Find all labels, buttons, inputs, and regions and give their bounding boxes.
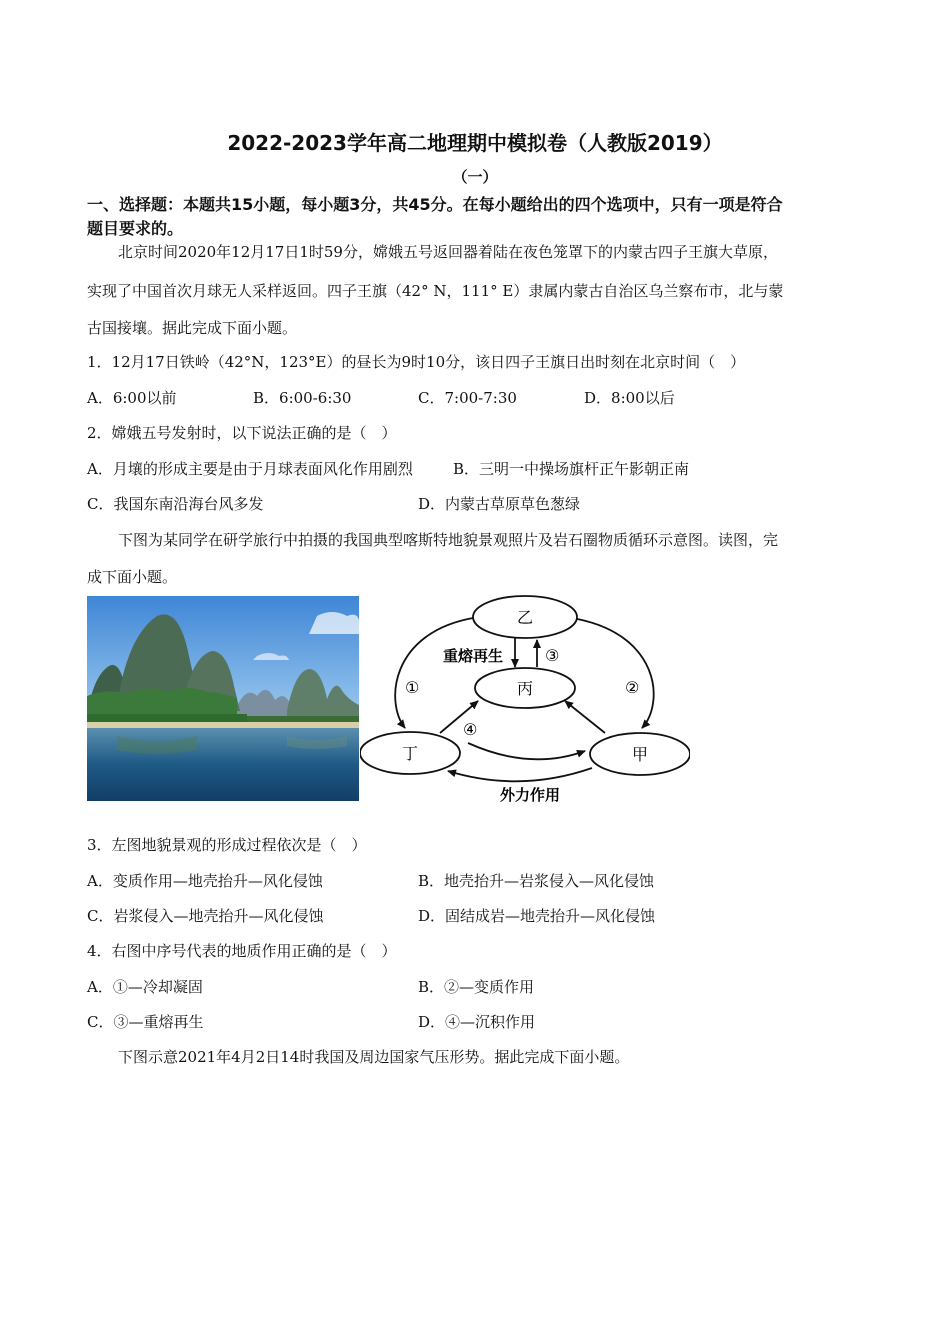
question-2-option-a: A．月壤的形成主要是由于月球表面风化作用剧烈 bbox=[87, 460, 413, 478]
question-1-option-b: B．6:00-6:30 bbox=[253, 389, 352, 407]
arrow-external-force bbox=[448, 768, 592, 781]
passage1-line1: 北京时间2020年12月17日1时59分，嫦娥五号返回器着陆在夜色笼罩下的内蒙古四子王旗大草原， bbox=[118, 243, 778, 261]
question-1-stem: 1．12月17日铁岭（42°N，123°E）的昼长为9时10分，该日四子王旗日出时刻在北京时间（ ） bbox=[87, 353, 746, 371]
label-remelt: 重熔再生 bbox=[443, 647, 504, 665]
passage1-line2: 实现了中国首次月球无人采样返回。四子王旗（42° N，111° E）隶属内蒙古自治区乌兰察布市，北与蒙 bbox=[87, 282, 784, 300]
label-num-1: ① bbox=[405, 678, 420, 697]
page-title: 2022-2023学年高二地理期中模拟卷（人教版2019） bbox=[227, 131, 723, 155]
question-4-option-c: C．③—重熔再生 bbox=[87, 1013, 204, 1031]
question-3-option-c: C．岩浆侵入—地壳抬升—风化侵蚀 bbox=[87, 907, 324, 925]
question-3-stem: 3．左图地貌景观的形成过程依次是（ ） bbox=[87, 836, 367, 854]
karst-landscape-photo bbox=[87, 596, 359, 801]
node-ding-label: 丁 bbox=[401, 744, 419, 763]
arrow-jia-to-bing bbox=[565, 701, 605, 733]
label-num-2: ② bbox=[625, 678, 640, 697]
question-1-option-a: A．6:00以前 bbox=[87, 389, 177, 407]
arrow-1 bbox=[395, 618, 473, 728]
arrow-ding-to-jia bbox=[468, 743, 585, 759]
question-1-option-d: D．8:00以后 bbox=[584, 389, 675, 407]
question-4-option-d: D．④—沉积作用 bbox=[418, 1013, 536, 1031]
passage1-line3: 古国接壤。据此完成下面小题。 bbox=[87, 319, 298, 337]
question-4-option-a: A．①—冷却凝固 bbox=[87, 978, 203, 996]
question-3-option-b: B．地壳抬升—岩浆侵入—风化侵蚀 bbox=[418, 872, 655, 890]
passage2-line1: 下图为某同学在研学旅行中拍摄的我国典型喀斯特地貌景观照片及岩石圈物质循环示意图。读图，完 bbox=[118, 531, 779, 549]
question-2-option-b: B．三明一中操场旗杆正午影朝正南 bbox=[453, 460, 690, 478]
section-heading: 一、选择题：本题共15小题，每小题3分，共45分。在每小题给出的四个选项中，只有一项是符合 bbox=[87, 195, 783, 214]
label-external-force: 外力作用 bbox=[500, 786, 561, 804]
node-yi-label: 乙 bbox=[516, 608, 534, 627]
passage2-line2: 成下面小题。 bbox=[87, 568, 178, 586]
rock-cycle-diagram bbox=[360, 593, 690, 808]
passage3-line1: 下图示意2021年4月2日14时我国及周边国家气压形势。据此完成下面小题。 bbox=[118, 1048, 630, 1066]
question-1-option-c: C．7:00-7:30 bbox=[418, 389, 517, 407]
node-bing-label: 丙 bbox=[516, 679, 534, 698]
question-3-option-a: A．变质作用—地壳抬升—风化侵蚀 bbox=[87, 872, 323, 890]
question-4-stem: 4．右图中序号代表的地质作用正确的是（ ） bbox=[87, 942, 397, 960]
section-heading-cont: 题目要求的。 bbox=[87, 219, 184, 238]
arrow-2 bbox=[572, 618, 654, 728]
label-num-4: ④ bbox=[463, 720, 478, 739]
question-4-option-b: B．②—变质作用 bbox=[418, 978, 535, 996]
label-num-3: ③ bbox=[545, 646, 560, 665]
question-3-option-d: D．固结成岩—地壳抬升—风化侵蚀 bbox=[418, 907, 656, 925]
question-2-stem: 2．嫦娥五号发射时，以下说法正确的是（ ） bbox=[87, 424, 397, 442]
question-2-option-c: C．我国东南沿海台风多发 bbox=[87, 495, 264, 513]
page-subtitle: （一） bbox=[452, 168, 498, 186]
node-jia-label: 甲 bbox=[631, 745, 649, 764]
question-2-option-d: D．内蒙古草原草色葱绿 bbox=[418, 495, 581, 513]
